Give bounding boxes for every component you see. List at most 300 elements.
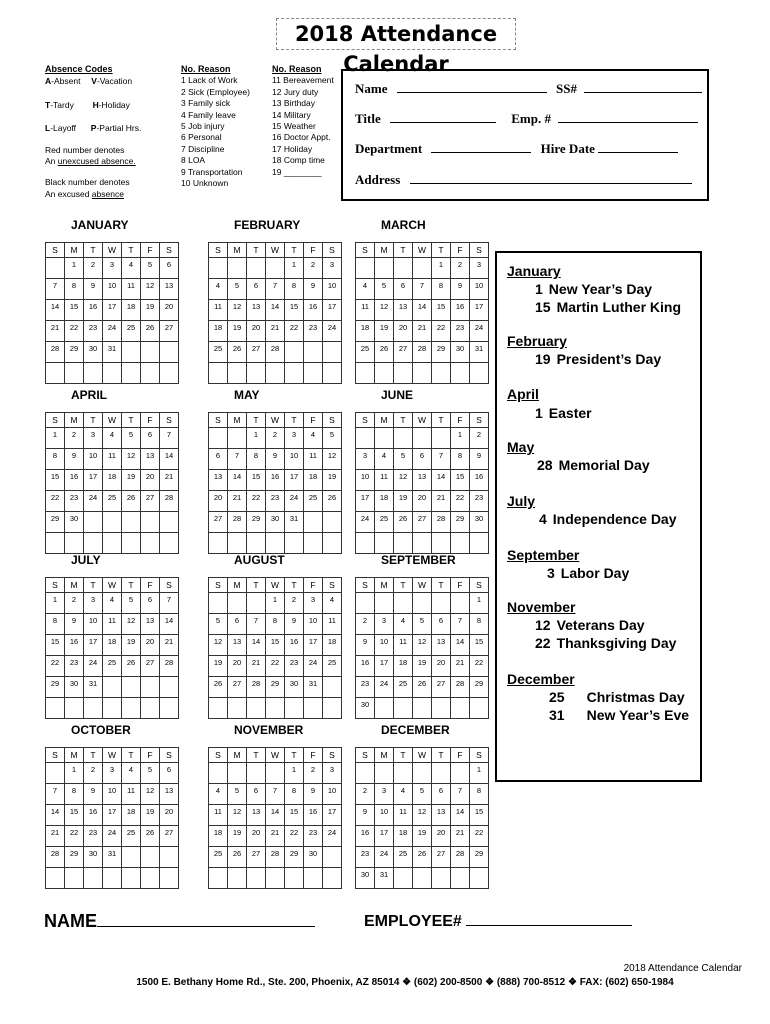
day-cell[interactable] xyxy=(65,533,84,554)
day-cell[interactable]: 7 xyxy=(413,279,432,300)
day-cell[interactable]: 9 xyxy=(65,449,84,470)
day-cell[interactable]: 4 xyxy=(122,763,141,784)
day-cell[interactable]: 29 xyxy=(266,677,285,698)
day-cell[interactable] xyxy=(141,677,160,698)
day-cell[interactable] xyxy=(84,698,103,719)
day-cell[interactable]: 23 xyxy=(356,847,375,868)
day-cell[interactable] xyxy=(122,868,141,889)
day-cell[interactable] xyxy=(323,868,342,889)
day-cell[interactable] xyxy=(266,533,285,554)
day-cell[interactable]: 6 xyxy=(432,784,451,805)
day-cell[interactable]: 28 xyxy=(160,491,179,512)
day-cell[interactable] xyxy=(451,698,470,719)
day-cell[interactable]: 27 xyxy=(141,491,160,512)
day-cell[interactable] xyxy=(413,428,432,449)
day-cell[interactable]: 30 xyxy=(84,847,103,868)
day-cell[interactable]: 16 xyxy=(356,656,375,677)
day-cell[interactable]: 11 xyxy=(122,279,141,300)
day-cell[interactable]: 1 xyxy=(46,593,65,614)
day-cell[interactable]: 14 xyxy=(160,614,179,635)
day-cell[interactable]: 11 xyxy=(209,805,228,826)
day-cell[interactable]: 27 xyxy=(432,677,451,698)
day-cell[interactable] xyxy=(209,258,228,279)
day-cell[interactable]: 2 xyxy=(84,258,103,279)
day-cell[interactable]: 23 xyxy=(84,321,103,342)
day-cell[interactable]: 25 xyxy=(209,847,228,868)
day-cell[interactable]: 13 xyxy=(228,635,247,656)
day-cell[interactable] xyxy=(141,698,160,719)
day-cell[interactable]: 17 xyxy=(323,300,342,321)
day-cell[interactable]: 3 xyxy=(285,428,304,449)
day-cell[interactable]: 28 xyxy=(228,512,247,533)
day-cell[interactable]: 27 xyxy=(160,826,179,847)
day-cell[interactable] xyxy=(65,698,84,719)
day-cell[interactable]: 16 xyxy=(65,470,84,491)
day-cell[interactable] xyxy=(122,698,141,719)
day-cell[interactable]: 13 xyxy=(209,470,228,491)
day-cell[interactable] xyxy=(209,363,228,384)
day-cell[interactable]: 18 xyxy=(304,470,323,491)
day-cell[interactable]: 13 xyxy=(432,805,451,826)
day-cell[interactable]: 29 xyxy=(285,847,304,868)
day-cell[interactable]: 17 xyxy=(323,805,342,826)
day-cell[interactable]: 22 xyxy=(285,826,304,847)
day-cell[interactable] xyxy=(46,258,65,279)
day-cell[interactable]: 16 xyxy=(65,635,84,656)
day-cell[interactable]: 23 xyxy=(65,491,84,512)
day-cell[interactable]: 23 xyxy=(65,656,84,677)
day-cell[interactable] xyxy=(394,428,413,449)
day-cell[interactable]: 8 xyxy=(432,279,451,300)
day-cell[interactable] xyxy=(394,763,413,784)
day-cell[interactable]: 26 xyxy=(413,847,432,868)
day-cell[interactable]: 25 xyxy=(375,512,394,533)
day-cell[interactable] xyxy=(122,847,141,868)
day-cell[interactable]: 29 xyxy=(46,677,65,698)
day-cell[interactable]: 7 xyxy=(266,279,285,300)
day-cell[interactable] xyxy=(266,868,285,889)
day-cell[interactable]: 21 xyxy=(432,491,451,512)
day-cell[interactable]: 1 xyxy=(432,258,451,279)
day-cell[interactable] xyxy=(247,763,266,784)
day-cell[interactable]: 12 xyxy=(375,300,394,321)
day-cell[interactable]: 6 xyxy=(432,614,451,635)
day-cell[interactable]: 5 xyxy=(375,279,394,300)
hire-date-field[interactable] xyxy=(598,142,678,153)
day-cell[interactable]: 21 xyxy=(228,491,247,512)
day-cell[interactable]: 7 xyxy=(160,428,179,449)
day-cell[interactable] xyxy=(470,698,489,719)
day-cell[interactable]: 6 xyxy=(141,593,160,614)
day-cell[interactable]: 21 xyxy=(160,470,179,491)
day-cell[interactable]: 14 xyxy=(266,300,285,321)
day-cell[interactable]: 7 xyxy=(451,784,470,805)
day-cell[interactable]: 4 xyxy=(394,614,413,635)
day-cell[interactable]: 30 xyxy=(266,512,285,533)
day-cell[interactable]: 19 xyxy=(228,826,247,847)
day-cell[interactable]: 22 xyxy=(46,656,65,677)
day-cell[interactable]: 30 xyxy=(65,677,84,698)
day-cell[interactable]: 5 xyxy=(141,763,160,784)
day-cell[interactable]: 20 xyxy=(160,805,179,826)
day-cell[interactable]: 31 xyxy=(103,342,122,363)
day-cell[interactable]: 21 xyxy=(247,656,266,677)
day-cell[interactable]: 21 xyxy=(451,826,470,847)
day-cell[interactable]: 31 xyxy=(304,677,323,698)
day-cell[interactable] xyxy=(394,868,413,889)
day-cell[interactable]: 22 xyxy=(470,656,489,677)
day-cell[interactable]: 6 xyxy=(228,614,247,635)
day-cell[interactable]: 15 xyxy=(470,635,489,656)
day-cell[interactable] xyxy=(84,512,103,533)
day-cell[interactable] xyxy=(141,363,160,384)
day-cell[interactable]: 20 xyxy=(141,470,160,491)
day-cell[interactable]: 11 xyxy=(356,300,375,321)
day-cell[interactable] xyxy=(228,428,247,449)
day-cell[interactable] xyxy=(247,593,266,614)
day-cell[interactable]: 11 xyxy=(122,784,141,805)
day-cell[interactable] xyxy=(470,868,489,889)
day-cell[interactable]: 9 xyxy=(451,279,470,300)
day-cell[interactable]: 2 xyxy=(470,428,489,449)
day-cell[interactable] xyxy=(356,363,375,384)
day-cell[interactable]: 2 xyxy=(356,784,375,805)
day-cell[interactable] xyxy=(103,533,122,554)
day-cell[interactable]: 30 xyxy=(356,698,375,719)
day-cell[interactable]: 13 xyxy=(141,614,160,635)
day-cell[interactable] xyxy=(304,868,323,889)
day-cell[interactable]: 19 xyxy=(394,491,413,512)
day-cell[interactable]: 3 xyxy=(375,784,394,805)
day-cell[interactable]: 25 xyxy=(103,656,122,677)
day-cell[interactable]: 12 xyxy=(413,805,432,826)
day-cell[interactable]: 1 xyxy=(247,428,266,449)
day-cell[interactable]: 8 xyxy=(247,449,266,470)
day-cell[interactable] xyxy=(84,868,103,889)
day-cell[interactable]: 12 xyxy=(209,635,228,656)
day-cell[interactable] xyxy=(209,868,228,889)
day-cell[interactable] xyxy=(141,847,160,868)
day-cell[interactable]: 4 xyxy=(304,428,323,449)
day-cell[interactable]: 24 xyxy=(356,512,375,533)
day-cell[interactable]: 11 xyxy=(394,635,413,656)
day-cell[interactable]: 2 xyxy=(451,258,470,279)
day-cell[interactable]: 23 xyxy=(451,321,470,342)
day-cell[interactable] xyxy=(228,363,247,384)
day-cell[interactable]: 18 xyxy=(323,635,342,656)
day-cell[interactable]: 9 xyxy=(304,784,323,805)
day-cell[interactable]: 26 xyxy=(375,342,394,363)
day-cell[interactable]: 17 xyxy=(356,491,375,512)
day-cell[interactable]: 27 xyxy=(228,677,247,698)
day-cell[interactable]: 6 xyxy=(209,449,228,470)
day-cell[interactable]: 6 xyxy=(247,784,266,805)
day-cell[interactable] xyxy=(160,847,179,868)
day-cell[interactable]: 6 xyxy=(141,428,160,449)
day-cell[interactable]: 27 xyxy=(247,847,266,868)
day-cell[interactable]: 21 xyxy=(413,321,432,342)
day-cell[interactable]: 6 xyxy=(160,763,179,784)
day-cell[interactable] xyxy=(432,363,451,384)
day-cell[interactable] xyxy=(209,593,228,614)
day-cell[interactable]: 13 xyxy=(247,300,266,321)
day-cell[interactable]: 15 xyxy=(46,470,65,491)
day-cell[interactable]: 9 xyxy=(356,805,375,826)
day-cell[interactable]: 24 xyxy=(470,321,489,342)
day-cell[interactable]: 1 xyxy=(46,428,65,449)
day-cell[interactable]: 10 xyxy=(470,279,489,300)
day-cell[interactable] xyxy=(356,533,375,554)
day-cell[interactable]: 23 xyxy=(266,491,285,512)
day-cell[interactable]: 6 xyxy=(413,449,432,470)
day-cell[interactable]: 27 xyxy=(160,321,179,342)
day-cell[interactable] xyxy=(160,342,179,363)
day-cell[interactable]: 10 xyxy=(103,279,122,300)
day-cell[interactable] xyxy=(46,533,65,554)
day-cell[interactable]: 17 xyxy=(84,635,103,656)
day-cell[interactable] xyxy=(122,512,141,533)
day-cell[interactable]: 15 xyxy=(470,805,489,826)
day-cell[interactable] xyxy=(304,363,323,384)
day-cell[interactable] xyxy=(103,512,122,533)
day-cell[interactable]: 10 xyxy=(84,614,103,635)
day-cell[interactable]: 27 xyxy=(247,342,266,363)
day-cell[interactable]: 29 xyxy=(65,847,84,868)
day-cell[interactable]: 5 xyxy=(228,784,247,805)
day-cell[interactable]: 19 xyxy=(375,321,394,342)
day-cell[interactable] xyxy=(451,533,470,554)
day-cell[interactable]: 28 xyxy=(451,847,470,868)
day-cell[interactable]: 23 xyxy=(304,321,323,342)
day-cell[interactable]: 26 xyxy=(413,677,432,698)
day-cell[interactable]: 10 xyxy=(323,784,342,805)
day-cell[interactable]: 22 xyxy=(65,826,84,847)
day-cell[interactable] xyxy=(413,763,432,784)
day-cell[interactable]: 24 xyxy=(323,826,342,847)
day-cell[interactable]: 26 xyxy=(122,656,141,677)
day-cell[interactable]: 25 xyxy=(122,826,141,847)
day-cell[interactable]: 5 xyxy=(122,593,141,614)
day-cell[interactable]: 8 xyxy=(46,614,65,635)
day-cell[interactable]: 10 xyxy=(84,449,103,470)
day-cell[interactable]: 20 xyxy=(394,321,413,342)
day-cell[interactable]: 16 xyxy=(84,300,103,321)
day-cell[interactable]: 14 xyxy=(228,470,247,491)
day-cell[interactable]: 12 xyxy=(394,470,413,491)
day-cell[interactable] xyxy=(46,868,65,889)
day-cell[interactable]: 15 xyxy=(266,635,285,656)
day-cell[interactable] xyxy=(228,698,247,719)
day-cell[interactable]: 7 xyxy=(160,593,179,614)
day-cell[interactable]: 3 xyxy=(304,593,323,614)
day-cell[interactable]: 12 xyxy=(122,614,141,635)
day-cell[interactable]: 10 xyxy=(375,635,394,656)
day-cell[interactable]: 1 xyxy=(470,763,489,784)
day-cell[interactable]: 5 xyxy=(228,279,247,300)
day-cell[interactable]: 15 xyxy=(451,470,470,491)
day-cell[interactable]: 9 xyxy=(84,784,103,805)
day-cell[interactable]: 14 xyxy=(451,635,470,656)
day-cell[interactable]: 20 xyxy=(247,321,266,342)
day-cell[interactable]: 1 xyxy=(470,593,489,614)
day-cell[interactable]: 7 xyxy=(228,449,247,470)
day-cell[interactable]: 4 xyxy=(103,428,122,449)
day-cell[interactable]: 4 xyxy=(394,784,413,805)
footer-name-field[interactable] xyxy=(97,912,315,927)
day-cell[interactable] xyxy=(65,868,84,889)
day-cell[interactable]: 9 xyxy=(285,614,304,635)
day-cell[interactable]: 3 xyxy=(103,763,122,784)
day-cell[interactable]: 28 xyxy=(266,342,285,363)
day-cell[interactable]: 20 xyxy=(141,635,160,656)
day-cell[interactable]: 22 xyxy=(65,321,84,342)
day-cell[interactable]: 25 xyxy=(356,342,375,363)
day-cell[interactable]: 18 xyxy=(103,470,122,491)
day-cell[interactable]: 24 xyxy=(304,656,323,677)
day-cell[interactable] xyxy=(432,593,451,614)
day-cell[interactable]: 29 xyxy=(432,342,451,363)
day-cell[interactable]: 19 xyxy=(323,470,342,491)
day-cell[interactable]: 29 xyxy=(451,512,470,533)
day-cell[interactable] xyxy=(285,868,304,889)
day-cell[interactable]: 27 xyxy=(432,847,451,868)
day-cell[interactable]: 13 xyxy=(394,300,413,321)
day-cell[interactable]: 17 xyxy=(304,635,323,656)
day-cell[interactable] xyxy=(304,698,323,719)
day-cell[interactable] xyxy=(228,533,247,554)
day-cell[interactable]: 3 xyxy=(103,258,122,279)
day-cell[interactable]: 7 xyxy=(432,449,451,470)
day-cell[interactable]: 2 xyxy=(266,428,285,449)
day-cell[interactable]: 28 xyxy=(247,677,266,698)
day-cell[interactable]: 11 xyxy=(209,300,228,321)
day-cell[interactable]: 8 xyxy=(65,784,84,805)
day-cell[interactable] xyxy=(122,677,141,698)
day-cell[interactable]: 30 xyxy=(470,512,489,533)
day-cell[interactable] xyxy=(141,512,160,533)
day-cell[interactable]: 17 xyxy=(375,826,394,847)
day-cell[interactable]: 22 xyxy=(285,321,304,342)
day-cell[interactable] xyxy=(160,533,179,554)
day-cell[interactable]: 10 xyxy=(285,449,304,470)
day-cell[interactable]: 22 xyxy=(266,656,285,677)
day-cell[interactable]: 21 xyxy=(46,321,65,342)
day-cell[interactable] xyxy=(122,363,141,384)
day-cell[interactable]: 11 xyxy=(304,449,323,470)
day-cell[interactable] xyxy=(247,698,266,719)
day-cell[interactable] xyxy=(323,533,342,554)
day-cell[interactable] xyxy=(394,258,413,279)
day-cell[interactable]: 5 xyxy=(141,258,160,279)
day-cell[interactable]: 29 xyxy=(46,512,65,533)
day-cell[interactable]: 5 xyxy=(394,449,413,470)
day-cell[interactable]: 25 xyxy=(209,342,228,363)
ss-field[interactable] xyxy=(584,82,702,93)
day-cell[interactable]: 23 xyxy=(84,826,103,847)
day-cell[interactable]: 30 xyxy=(304,847,323,868)
day-cell[interactable]: 2 xyxy=(356,614,375,635)
day-cell[interactable]: 8 xyxy=(470,614,489,635)
day-cell[interactable]: 26 xyxy=(228,847,247,868)
day-cell[interactable]: 19 xyxy=(209,656,228,677)
day-cell[interactable]: 27 xyxy=(394,342,413,363)
day-cell[interactable] xyxy=(375,258,394,279)
day-cell[interactable]: 1 xyxy=(65,763,84,784)
day-cell[interactable] xyxy=(451,363,470,384)
day-cell[interactable] xyxy=(432,868,451,889)
day-cell[interactable]: 16 xyxy=(470,470,489,491)
day-cell[interactable] xyxy=(266,763,285,784)
day-cell[interactable] xyxy=(413,258,432,279)
day-cell[interactable]: 12 xyxy=(323,449,342,470)
day-cell[interactable]: 31 xyxy=(285,512,304,533)
day-cell[interactable]: 19 xyxy=(141,805,160,826)
day-cell[interactable]: 20 xyxy=(413,491,432,512)
day-cell[interactable]: 15 xyxy=(432,300,451,321)
day-cell[interactable]: 4 xyxy=(323,593,342,614)
day-cell[interactable] xyxy=(323,847,342,868)
day-cell[interactable] xyxy=(228,593,247,614)
day-cell[interactable] xyxy=(160,363,179,384)
day-cell[interactable] xyxy=(46,763,65,784)
day-cell[interactable]: 14 xyxy=(160,449,179,470)
day-cell[interactable] xyxy=(247,533,266,554)
day-cell[interactable]: 29 xyxy=(470,677,489,698)
day-cell[interactable] xyxy=(451,868,470,889)
day-cell[interactable] xyxy=(432,428,451,449)
day-cell[interactable] xyxy=(209,428,228,449)
day-cell[interactable]: 8 xyxy=(285,784,304,805)
day-cell[interactable] xyxy=(375,593,394,614)
day-cell[interactable]: 24 xyxy=(375,847,394,868)
day-cell[interactable] xyxy=(323,512,342,533)
day-cell[interactable] xyxy=(247,868,266,889)
day-cell[interactable] xyxy=(141,868,160,889)
day-cell[interactable] xyxy=(103,698,122,719)
day-cell[interactable] xyxy=(84,363,103,384)
day-cell[interactable]: 14 xyxy=(266,805,285,826)
day-cell[interactable] xyxy=(266,363,285,384)
day-cell[interactable]: 10 xyxy=(323,279,342,300)
day-cell[interactable]: 26 xyxy=(122,491,141,512)
day-cell[interactable]: 15 xyxy=(65,300,84,321)
day-cell[interactable]: 20 xyxy=(432,826,451,847)
day-cell[interactable]: 17 xyxy=(103,805,122,826)
day-cell[interactable] xyxy=(394,533,413,554)
day-cell[interactable]: 7 xyxy=(46,784,65,805)
day-cell[interactable]: 28 xyxy=(432,512,451,533)
day-cell[interactable]: 8 xyxy=(285,279,304,300)
day-cell[interactable]: 11 xyxy=(103,614,122,635)
day-cell[interactable] xyxy=(247,258,266,279)
day-cell[interactable]: 26 xyxy=(141,826,160,847)
day-cell[interactable]: 4 xyxy=(356,279,375,300)
day-cell[interactable] xyxy=(413,868,432,889)
day-cell[interactable]: 22 xyxy=(432,321,451,342)
day-cell[interactable]: 25 xyxy=(323,656,342,677)
title-field[interactable] xyxy=(390,112,496,123)
day-cell[interactable]: 10 xyxy=(304,614,323,635)
day-cell[interactable]: 3 xyxy=(323,763,342,784)
day-cell[interactable] xyxy=(356,763,375,784)
day-cell[interactable]: 26 xyxy=(394,512,413,533)
day-cell[interactable] xyxy=(65,363,84,384)
day-cell[interactable]: 27 xyxy=(141,656,160,677)
day-cell[interactable]: 1 xyxy=(285,258,304,279)
day-cell[interactable] xyxy=(160,512,179,533)
day-cell[interactable]: 23 xyxy=(304,826,323,847)
day-cell[interactable]: 18 xyxy=(209,826,228,847)
